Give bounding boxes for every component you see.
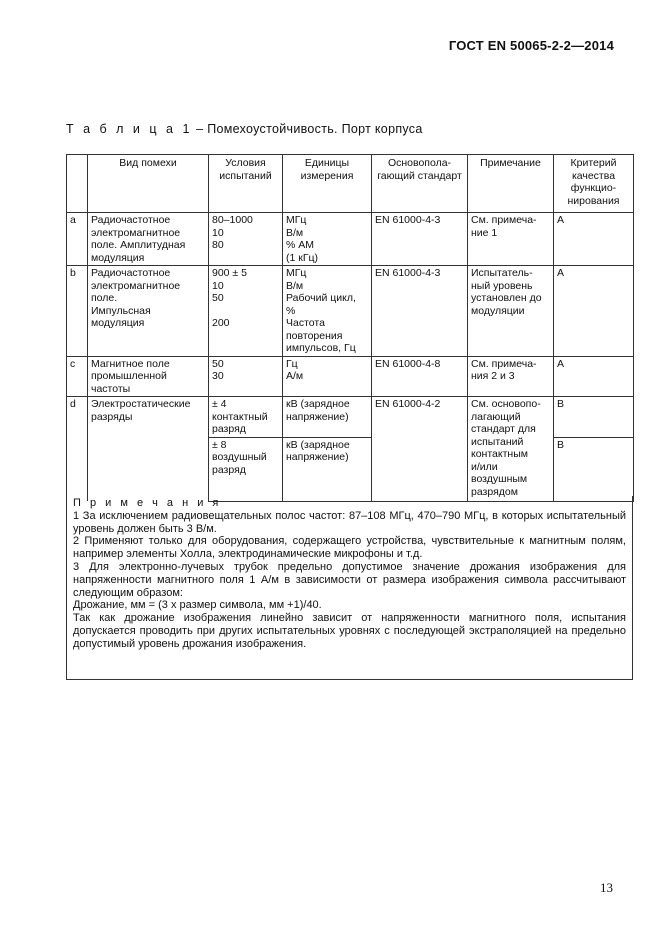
row-units: Гц А/м	[283, 356, 372, 397]
row-criterion: B	[554, 437, 634, 501]
col-header-criterion: Критерий качества функцио-нирования	[554, 155, 634, 213]
row-phenomenon: Магнитное поле промышленной частоты	[88, 356, 209, 397]
note-item: 2 Применяют только для оборудования, содержащего устройства, чувствительные к магнитным полям, например элементы Холла, электродинамические микрофоны и т.д.	[73, 535, 626, 561]
col-header-note: Примечание	[468, 155, 554, 213]
row-standard: EN 61000-4-8	[372, 356, 468, 397]
row-phenomenon: Радиочастотное электромагнитное поле. Импульсная модуляция	[88, 266, 209, 357]
table-row	[67, 356, 634, 397]
col-header-units: Единицы измерения	[283, 155, 372, 213]
col-header-phenomenon: Вид помехи	[88, 155, 209, 213]
table-caption	[66, 122, 423, 136]
row-units: кВ (зарядное напряжение)	[283, 437, 372, 501]
row-id: a	[67, 213, 88, 266]
row-criterion: B	[554, 397, 634, 438]
row-units: МГц В/м Рабочий цикл, % Частота повторения импульсов, Гц	[283, 266, 372, 357]
row-conditions: ± 4 контактный разряд	[209, 397, 283, 438]
row-standard: EN 61000-4-3	[372, 266, 468, 357]
note-item: Дрожание, мм = (3 x размер символа, мм +1)/40.	[73, 599, 322, 612]
row-id: d	[67, 397, 88, 502]
caption-lead: Т а б л и ц а 1	[66, 122, 193, 136]
row-criterion: A	[554, 356, 634, 397]
row-phenomenon: Электростатические разряды	[88, 397, 209, 502]
caption-text: – Помехоустойчивость. Порт корпуса	[192, 122, 423, 136]
row-note: См. примеча- ние 1	[468, 213, 554, 266]
row-id: b	[67, 266, 88, 357]
row-conditions: ± 8 воздушный разряд	[209, 437, 283, 501]
row-standard: EN 61000-4-3	[372, 213, 468, 266]
row-note: См. основопо- лагающий стандарт для испытаний контактным и/или воздушным разрядом	[468, 397, 554, 502]
row-id: c	[67, 356, 88, 397]
immunity-table	[66, 154, 634, 502]
row-conditions: 900 ± 5 10 50 200	[209, 266, 283, 357]
row-note: Испытатель- ный уровень установлен до модуляции	[468, 266, 554, 357]
table-row	[67, 213, 634, 266]
row-units: кВ (зарядное напряжение)	[283, 397, 372, 438]
row-conditions: 50 30	[209, 356, 283, 397]
col-header-standard: Основопола-гающий стандарт	[372, 155, 468, 213]
row-criterion: A	[554, 266, 634, 357]
col-header-conditions: Условия испытаний	[209, 155, 283, 213]
note-item: Так как дрожание изображения линейно зависит от напряженности магнитного поля, испытания допускается проводить при других испытательных уровнях с последующей экстраполяцией на предельно допустимый уровень дрожания изображения.	[73, 612, 626, 650]
row-conditions: 80–1000 10 80	[209, 213, 283, 266]
row-standard: EN 61000-4-2	[372, 397, 468, 502]
table-row	[67, 397, 634, 438]
col-header-id	[67, 155, 88, 213]
notes-title: П р и м е ч а н и я	[73, 497, 222, 509]
page-number: 13	[600, 880, 613, 895]
row-criterion: A	[554, 213, 634, 266]
doc-header-code: ГОСТ EN 50065-2-2—2014	[448, 38, 614, 53]
row-phenomenon: Радиочастотное электромагнитное поле. Амплитудная модуляция	[88, 213, 209, 266]
row-units: МГц В/м % АМ (1 кГц)	[283, 213, 372, 266]
table-row	[67, 266, 634, 357]
row-note: См. примеча- ния 2 и 3	[468, 356, 554, 397]
note-item: 1 За исключением радиовещательных полос частот: 87–108 МГц, 470–790 МГц, в которых испытательный уровень должен быть 3 В/м.	[73, 509, 626, 535]
note-item: 3 Для электронно-лучевых трубок предельно допустимое значение дрожания изображения для напряженности магнитного поля 1 А/м в зависимости от размера изображения символа рассчитывают следующим образом:	[73, 560, 626, 599]
table-notes	[66, 496, 633, 680]
